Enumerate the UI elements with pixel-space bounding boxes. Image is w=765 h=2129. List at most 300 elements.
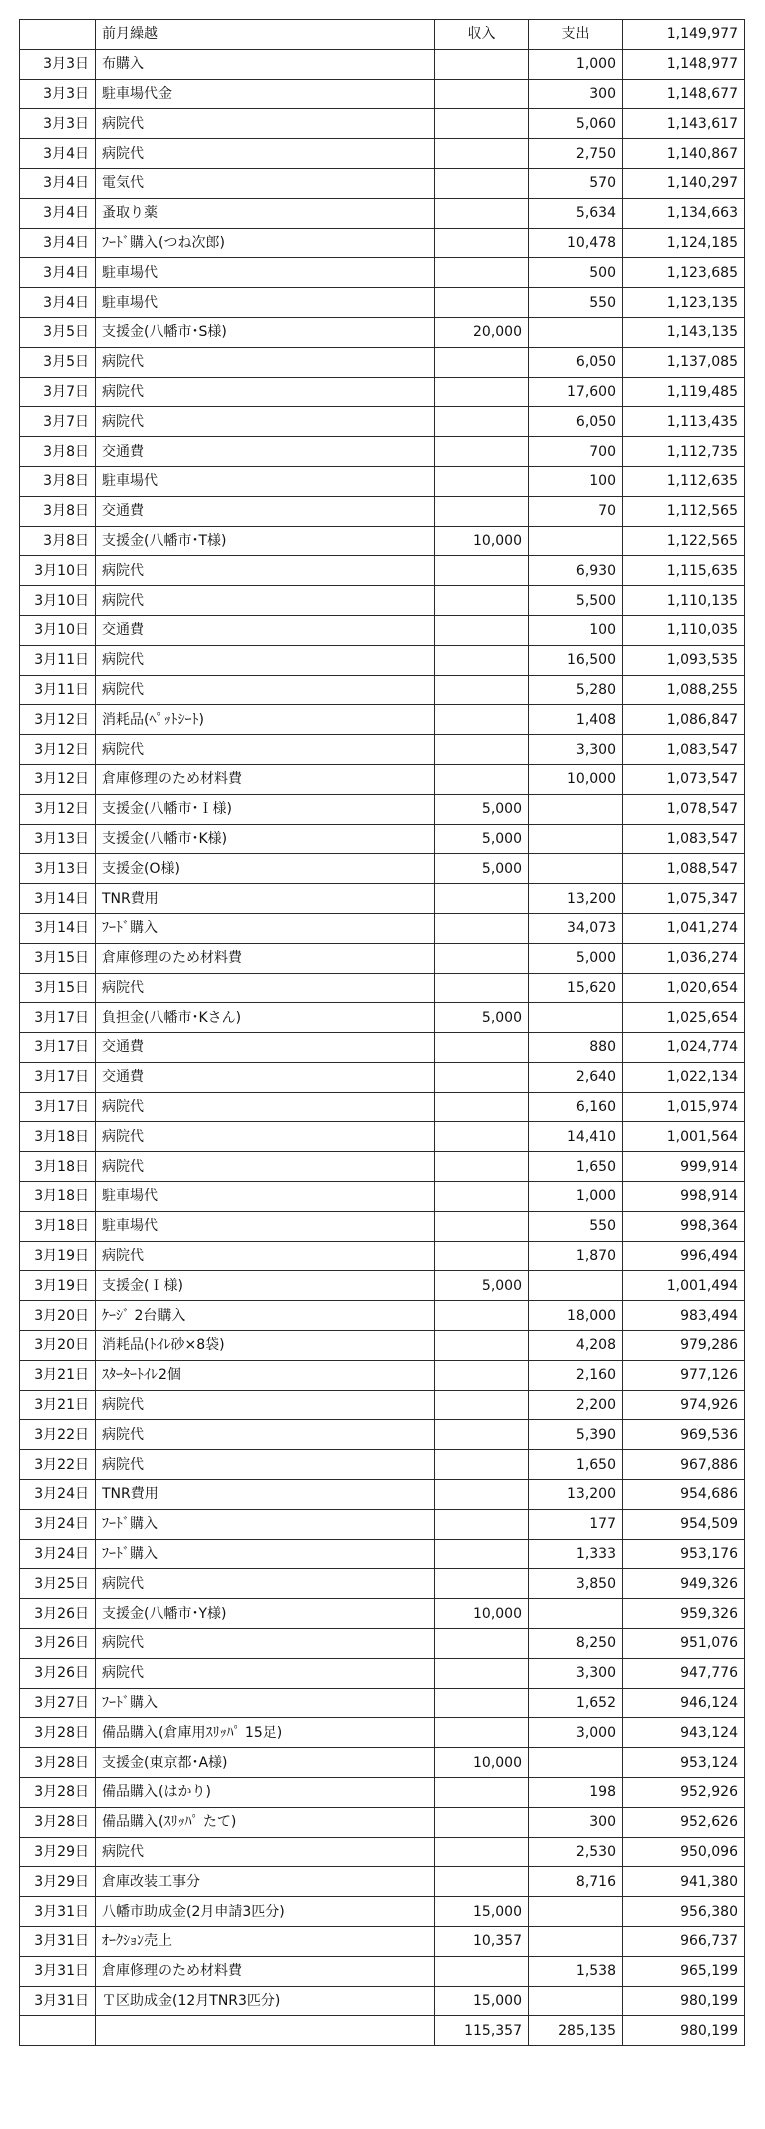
balance-cell: 1,073,547 (623, 764, 745, 794)
expense-cell: 4,208 (529, 1331, 623, 1361)
table-row (20, 973, 745, 1003)
expense-cell: 2,750 (529, 139, 623, 169)
income-cell (435, 1718, 529, 1748)
table-row (20, 1867, 745, 1897)
description-cell: 病院代 (96, 1837, 435, 1867)
income-cell (435, 1420, 529, 1450)
date-cell: 3月12日 (20, 764, 96, 794)
date-cell: 3月17日 (20, 1092, 96, 1122)
table-row (20, 645, 745, 675)
income-cell (435, 1092, 529, 1122)
date-cell: 3月26日 (20, 1599, 96, 1629)
description-cell: 駐車場代 (96, 258, 435, 288)
table-row (20, 1927, 745, 1957)
balance-cell: 1,122,565 (623, 526, 745, 556)
income-cell: 5,000 (435, 824, 529, 854)
balance-cell: 1,148,977 (623, 49, 745, 79)
date-cell: 3月21日 (20, 1360, 96, 1390)
balance-cell: 1,024,774 (623, 1033, 745, 1063)
expense-cell: 2,160 (529, 1360, 623, 1390)
balance-cell: 1,137,085 (623, 347, 745, 377)
description-cell: 病院代 (96, 139, 435, 169)
date-cell: 3月4日 (20, 258, 96, 288)
expense-cell: 3,300 (529, 1658, 623, 1688)
table-row (20, 437, 745, 467)
date-cell: 3月12日 (20, 794, 96, 824)
expense-cell: 18,000 (529, 1301, 623, 1331)
table-row (20, 526, 745, 556)
table-row (20, 1748, 745, 1778)
description-cell: 病院代 (96, 645, 435, 675)
balance-cell: 1,113,435 (623, 407, 745, 437)
expense-cell (529, 1748, 623, 1778)
table-row (20, 735, 745, 765)
balance-cell: 998,914 (623, 1182, 745, 1212)
table-row (20, 764, 745, 794)
balance-cell: 1,124,185 (623, 228, 745, 258)
expense-cell: 3,000 (529, 1718, 623, 1748)
income-cell: 15,000 (435, 1986, 529, 2016)
income-cell (435, 615, 529, 645)
ledger-body (20, 20, 745, 2046)
income-cell: 15,000 (435, 1897, 529, 1927)
description-cell: ｽﾀｰﾀｰﾄｲﾚ2個 (96, 1360, 435, 1390)
expense-cell: 5,060 (529, 109, 623, 139)
table-row (20, 1509, 745, 1539)
date-cell: 3月31日 (20, 1986, 96, 2016)
income-cell: 5,000 (435, 1271, 529, 1301)
description-cell: 支援金(O様) (96, 854, 435, 884)
description-cell: 病院代 (96, 675, 435, 705)
description-cell: 病院代 (96, 1629, 435, 1659)
income-cell (435, 1629, 529, 1659)
table-row (20, 109, 745, 139)
description-cell: 倉庫改装工事分 (96, 1867, 435, 1897)
table-row (20, 854, 745, 884)
expense-cell: 2,200 (529, 1390, 623, 1420)
income-cell (435, 1688, 529, 1718)
description-cell: Ｔ区助成金(12月TNR3匹分) (96, 1986, 435, 2016)
description-cell: 病院代 (96, 1152, 435, 1182)
income-cell (435, 735, 529, 765)
description-cell: ﾌｰﾄﾞ購入 (96, 1539, 435, 1569)
description-cell: 病院代 (96, 556, 435, 586)
expense-cell (529, 317, 623, 347)
balance-cell: 941,380 (623, 1867, 745, 1897)
date-cell: 3月31日 (20, 1927, 96, 1957)
date-cell: 3月27日 (20, 1688, 96, 1718)
table-row (20, 1092, 745, 1122)
table-row (20, 1003, 745, 1033)
table-row (20, 1360, 745, 1390)
expense-cell: 34,073 (529, 913, 623, 943)
income-cell (435, 705, 529, 735)
income-cell (435, 1480, 529, 1510)
balance-cell: 951,076 (623, 1629, 745, 1659)
expense-cell: 550 (529, 288, 623, 318)
description-cell: 駐車場代 (96, 1211, 435, 1241)
final-balance: 980,199 (623, 2016, 745, 2046)
balance-cell: 966,737 (623, 1927, 745, 1957)
income-cell (435, 764, 529, 794)
balance-cell: 952,626 (623, 1807, 745, 1837)
balance-cell: 943,124 (623, 1718, 745, 1748)
table-row (20, 1241, 745, 1271)
total-income: 115,357 (435, 2016, 529, 2046)
balance-cell: 1,110,035 (623, 615, 745, 645)
date-cell: 3月26日 (20, 1629, 96, 1659)
table-row (20, 1986, 745, 2016)
date-cell: 3月22日 (20, 1450, 96, 1480)
date-cell: 3月28日 (20, 1748, 96, 1778)
table-row (20, 1599, 745, 1629)
table-row (20, 1450, 745, 1480)
expense-cell: 5,000 (529, 943, 623, 973)
carryover-balance: 1,149,977 (623, 20, 745, 50)
date-cell: 3月24日 (20, 1480, 96, 1510)
date-cell: 3月7日 (20, 407, 96, 437)
balance-cell: 946,124 (623, 1688, 745, 1718)
income-cell (435, 1450, 529, 1480)
table-row (20, 1688, 745, 1718)
income-cell (435, 49, 529, 79)
table-row (20, 139, 745, 169)
description-cell: 病院代 (96, 377, 435, 407)
description-cell: ﾌｰﾄﾞ購入 (96, 1688, 435, 1718)
date-cell: 3月18日 (20, 1122, 96, 1152)
date-cell: 3月24日 (20, 1509, 96, 1539)
balance-cell: 999,914 (623, 1152, 745, 1182)
balance-cell: 954,509 (623, 1509, 745, 1539)
expense-cell: 3,850 (529, 1569, 623, 1599)
income-cell (435, 1569, 529, 1599)
description-cell: 病院代 (96, 1569, 435, 1599)
date-cell: 3月31日 (20, 1956, 96, 1986)
income-cell: 5,000 (435, 854, 529, 884)
expense-cell: 15,620 (529, 973, 623, 1003)
balance-cell: 1,140,297 (623, 168, 745, 198)
expense-cell: 5,280 (529, 675, 623, 705)
date-cell: 3月10日 (20, 556, 96, 586)
table-row (20, 347, 745, 377)
totals-row (20, 2016, 745, 2046)
balance-cell: 1,022,134 (623, 1062, 745, 1092)
date-cell: 3月12日 (20, 705, 96, 735)
description-cell: 電気代 (96, 168, 435, 198)
expense-cell (529, 824, 623, 854)
income-cell (435, 407, 529, 437)
expense-cell (529, 794, 623, 824)
table-row (20, 1629, 745, 1659)
expense-cell: 6,050 (529, 407, 623, 437)
description-cell: 病院代 (96, 347, 435, 377)
balance-cell: 977,126 (623, 1360, 745, 1390)
expense-cell: 14,410 (529, 1122, 623, 1152)
income-cell (435, 1807, 529, 1837)
description-cell: 備品購入(ｽﾘｯﾊﾟ たて) (96, 1807, 435, 1837)
balance-cell: 949,326 (623, 1569, 745, 1599)
description-cell: 消耗品(ﾍﾟｯﾄｼｰﾄ) (96, 705, 435, 735)
expense-cell: 1,870 (529, 1241, 623, 1271)
table-row (20, 615, 745, 645)
date-cell: 3月28日 (20, 1807, 96, 1837)
income-cell (435, 1837, 529, 1867)
expense-cell: 6,930 (529, 556, 623, 586)
balance-cell: 1,015,974 (623, 1092, 745, 1122)
balance-cell: 1,036,274 (623, 943, 745, 973)
date-cell: 3月8日 (20, 526, 96, 556)
expense-cell: 13,200 (529, 1480, 623, 1510)
balance-cell: 947,776 (623, 1658, 745, 1688)
description-cell: ｹｰｼﾞ 2台購入 (96, 1301, 435, 1331)
description-cell: 支援金(Ｉ様) (96, 1271, 435, 1301)
table-row (20, 943, 745, 973)
income-cell (435, 347, 529, 377)
description-cell: 支援金(八幡市･Y様) (96, 1599, 435, 1629)
expense-cell: 2,640 (529, 1062, 623, 1092)
income-cell (435, 496, 529, 526)
date-cell: 3月20日 (20, 1331, 96, 1361)
balance-cell: 1,088,255 (623, 675, 745, 705)
header-row (20, 20, 745, 50)
expense-cell: 6,050 (529, 347, 623, 377)
expense-cell: 1,408 (529, 705, 623, 735)
description-cell: 負担金(八幡市･Kさん) (96, 1003, 435, 1033)
income-cell: 20,000 (435, 317, 529, 347)
expense-cell (529, 1927, 623, 1957)
expense-cell: 5,500 (529, 586, 623, 616)
description-cell: 倉庫修理のため材料費 (96, 943, 435, 973)
expense-cell: 570 (529, 168, 623, 198)
income-cell: 5,000 (435, 1003, 529, 1033)
totals-date-cell (20, 2016, 96, 2046)
date-cell: 3月20日 (20, 1301, 96, 1331)
date-cell: 3月15日 (20, 943, 96, 973)
income-cell (435, 1360, 529, 1390)
expense-cell: 16,500 (529, 645, 623, 675)
expense-cell: 500 (529, 258, 623, 288)
income-cell (435, 556, 529, 586)
date-cell: 3月17日 (20, 1062, 96, 1092)
income-cell (435, 228, 529, 258)
income-cell (435, 675, 529, 705)
expense-cell (529, 854, 623, 884)
description-cell: 支援金(八幡市･K様) (96, 824, 435, 854)
expense-cell: 1,333 (529, 1539, 623, 1569)
expense-cell: 1,000 (529, 49, 623, 79)
date-cell: 3月14日 (20, 884, 96, 914)
description-cell: 交通費 (96, 615, 435, 645)
income-cell (435, 1778, 529, 1808)
expense-cell: 700 (529, 437, 623, 467)
income-header: 収入 (435, 20, 529, 50)
balance-cell: 1,140,867 (623, 139, 745, 169)
expense-cell (529, 1897, 623, 1927)
description-cell: 駐車場代 (96, 466, 435, 496)
income-cell (435, 1182, 529, 1212)
table-row (20, 705, 745, 735)
ledger-table (19, 19, 745, 2046)
date-cell: 3月17日 (20, 1003, 96, 1033)
date-cell: 3月3日 (20, 49, 96, 79)
table-row (20, 1331, 745, 1361)
date-cell: 3月3日 (20, 109, 96, 139)
income-cell (435, 288, 529, 318)
description-cell: 布購入 (96, 49, 435, 79)
expense-cell: 1,650 (529, 1450, 623, 1480)
table-row (20, 1807, 745, 1837)
table-row (20, 824, 745, 854)
balance-cell: 998,364 (623, 1211, 745, 1241)
table-row (20, 1033, 745, 1063)
balance-cell: 967,886 (623, 1450, 745, 1480)
income-cell (435, 943, 529, 973)
income-cell (435, 1211, 529, 1241)
table-row (20, 258, 745, 288)
table-row (20, 1390, 745, 1420)
table-row (20, 884, 745, 914)
description-cell: 備品購入(倉庫用ｽﾘｯﾊﾟ 15足) (96, 1718, 435, 1748)
expense-cell: 3,300 (529, 735, 623, 765)
date-cell: 3月3日 (20, 79, 96, 109)
table-row (20, 198, 745, 228)
expense-cell: 17,600 (529, 377, 623, 407)
date-cell: 3月13日 (20, 824, 96, 854)
description-cell: 病院代 (96, 1122, 435, 1152)
date-cell: 3月11日 (20, 645, 96, 675)
table-row (20, 1658, 745, 1688)
balance-cell: 1,115,635 (623, 556, 745, 586)
date-cell: 3月19日 (20, 1271, 96, 1301)
description-cell: 病院代 (96, 1658, 435, 1688)
balance-cell: 953,176 (623, 1539, 745, 1569)
description-cell: 病院代 (96, 109, 435, 139)
expense-cell: 198 (529, 1778, 623, 1808)
income-cell (435, 466, 529, 496)
table-row (20, 228, 745, 258)
balance-cell: 1,078,547 (623, 794, 745, 824)
expense-cell: 880 (529, 1033, 623, 1063)
expense-cell: 100 (529, 466, 623, 496)
expense-cell: 10,478 (529, 228, 623, 258)
balance-cell: 950,096 (623, 1837, 745, 1867)
table-row (20, 1152, 745, 1182)
date-cell: 3月18日 (20, 1152, 96, 1182)
income-cell (435, 198, 529, 228)
income-cell (435, 437, 529, 467)
description-cell: 病院代 (96, 1390, 435, 1420)
description-cell: 病院代 (96, 407, 435, 437)
date-cell: 3月4日 (20, 228, 96, 258)
expense-cell (529, 1003, 623, 1033)
expense-cell: 2,530 (529, 1837, 623, 1867)
table-row (20, 556, 745, 586)
description-cell: 駐車場代金 (96, 79, 435, 109)
table-row (20, 79, 745, 109)
table-row (20, 1718, 745, 1748)
expense-cell: 1,650 (529, 1152, 623, 1182)
balance-cell: 1,083,547 (623, 824, 745, 854)
date-cell: 3月18日 (20, 1182, 96, 1212)
date-cell: 3月26日 (20, 1658, 96, 1688)
expense-cell: 5,634 (529, 198, 623, 228)
income-cell (435, 913, 529, 943)
total-expense: 285,135 (529, 2016, 623, 2046)
table-row (20, 1122, 745, 1152)
description-cell: 駐車場代 (96, 1182, 435, 1212)
description-cell: 交通費 (96, 1062, 435, 1092)
date-cell: 3月4日 (20, 198, 96, 228)
totals-description-cell (96, 2016, 435, 2046)
income-cell (435, 1062, 529, 1092)
expense-cell (529, 526, 623, 556)
income-cell (435, 1867, 529, 1897)
table-row (20, 1837, 745, 1867)
description-cell: 備品購入(はかり) (96, 1778, 435, 1808)
description-cell: 病院代 (96, 1420, 435, 1450)
description-cell: 支援金(八幡市･T様) (96, 526, 435, 556)
table-row (20, 1182, 745, 1212)
description-cell: 病院代 (96, 973, 435, 1003)
description-cell: 病院代 (96, 1241, 435, 1271)
balance-cell: 1,086,847 (623, 705, 745, 735)
description-cell: 病院代 (96, 586, 435, 616)
expense-cell: 177 (529, 1509, 623, 1539)
income-cell (435, 1658, 529, 1688)
balance-cell: 956,380 (623, 1897, 745, 1927)
date-cell: 3月5日 (20, 347, 96, 377)
header-date-cell (20, 20, 96, 50)
date-cell: 3月29日 (20, 1867, 96, 1897)
expense-cell: 300 (529, 1807, 623, 1837)
balance-cell: 969,536 (623, 1420, 745, 1450)
date-cell: 3月5日 (20, 317, 96, 347)
balance-cell: 1,020,654 (623, 973, 745, 1003)
income-cell (435, 1152, 529, 1182)
balance-cell: 980,199 (623, 1986, 745, 2016)
date-cell: 3月11日 (20, 675, 96, 705)
date-cell: 3月19日 (20, 1241, 96, 1271)
table-row (20, 586, 745, 616)
table-row (20, 1569, 745, 1599)
income-cell (435, 1241, 529, 1271)
date-cell: 3月31日 (20, 1897, 96, 1927)
carryover-label: 前月繰越 (96, 20, 435, 50)
expense-header: 支出 (529, 20, 623, 50)
description-cell: ﾌｰﾄﾞ購入(つね次郎) (96, 228, 435, 258)
date-cell: 3月12日 (20, 735, 96, 765)
income-cell (435, 973, 529, 1003)
date-cell: 3月29日 (20, 1837, 96, 1867)
table-row (20, 49, 745, 79)
date-cell: 3月13日 (20, 854, 96, 884)
balance-cell: 1,112,565 (623, 496, 745, 526)
date-cell: 3月10日 (20, 615, 96, 645)
income-cell (435, 79, 529, 109)
description-cell: 交通費 (96, 1033, 435, 1063)
balance-cell: 1,112,635 (623, 466, 745, 496)
description-cell: 病院代 (96, 735, 435, 765)
date-cell: 3月8日 (20, 496, 96, 526)
balance-cell: 1,110,135 (623, 586, 745, 616)
expense-cell: 13,200 (529, 884, 623, 914)
income-cell (435, 139, 529, 169)
table-row (20, 1420, 745, 1450)
balance-cell: 1,112,735 (623, 437, 745, 467)
description-cell: TNR費用 (96, 884, 435, 914)
expense-cell: 8,250 (529, 1629, 623, 1659)
date-cell: 3月4日 (20, 168, 96, 198)
